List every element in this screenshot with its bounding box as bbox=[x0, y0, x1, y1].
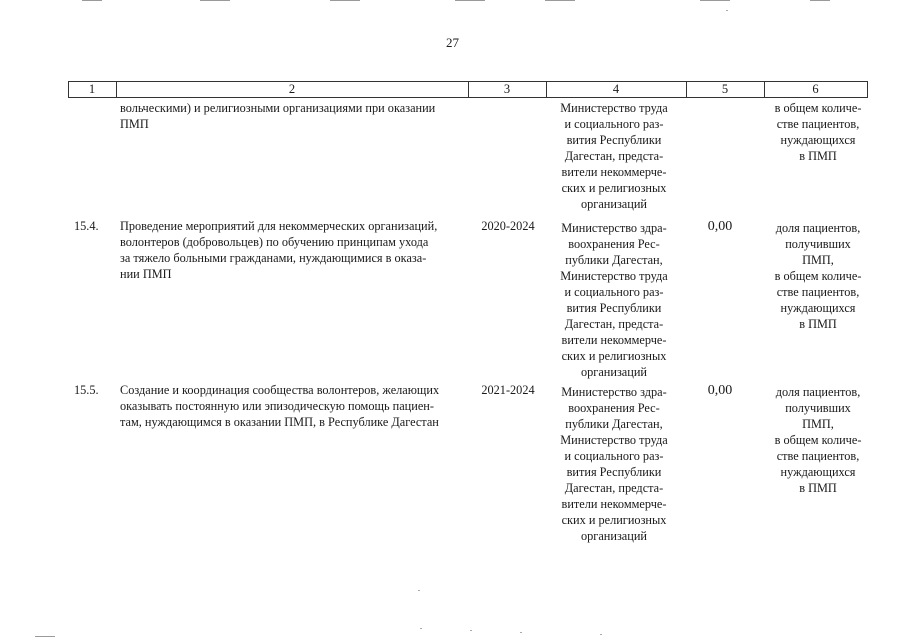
scan-artifact bbox=[810, 0, 830, 1]
row-number: 15.5. bbox=[74, 383, 99, 397]
scan-artifact bbox=[700, 0, 730, 1]
scan-artifact bbox=[330, 0, 360, 1]
page-number: 27 bbox=[446, 35, 459, 50]
scan-artifact bbox=[520, 632, 522, 633]
row-indicator: в общем количе- стве пациентов, нуждающихся в ПМП bbox=[774, 101, 862, 163]
scan-artifact bbox=[418, 590, 420, 591]
scan-artifact bbox=[82, 0, 102, 1]
scan-artifact bbox=[726, 10, 728, 11]
header-cell-5: 5 bbox=[721, 82, 729, 96]
row-amount: 0,00 bbox=[707, 383, 733, 398]
header-cell-6: 6 bbox=[812, 82, 819, 96]
row-description: вольческими) и религиозными организациями при оказании ПМП bbox=[120, 101, 436, 131]
row-executors: Министерство здра- воохранения Рес- публики Дагестан, Министерство труда и социального раз- вития Республики Дагестан, предста- вители некоммерче- ских и религиозных организаций bbox=[560, 385, 668, 543]
header-cell-4: 4 bbox=[612, 82, 620, 96]
header-divider bbox=[867, 81, 868, 97]
row-period: 2021-2024 bbox=[481, 383, 535, 397]
scan-artifact bbox=[455, 0, 485, 1]
scan-artifact bbox=[470, 630, 472, 631]
scan-artifact bbox=[200, 0, 230, 1]
row-description: Проведение мероприятий для некоммерческих организаций, волонтеров (добровольцев) по обучению принципам ухода за тяжело больными гражданами, нуждающимися в оказа- нии ПМП bbox=[120, 219, 438, 281]
header-cell-3: 3 bbox=[503, 82, 511, 96]
row-indicator: доля пациентов, получивших ПМП, в общем количе- стве пациентов, нуждающихся в ПМП bbox=[774, 221, 862, 331]
header-bottom-border bbox=[68, 97, 868, 98]
header-cell-2: 2 bbox=[288, 82, 296, 96]
scan-artifact bbox=[545, 0, 575, 1]
row-amount: 0,00 bbox=[707, 219, 733, 234]
header-cell-1: 1 bbox=[88, 82, 96, 96]
row-indicator: доля пациентов, получивших ПМП, в общем количе- стве пациентов, нуждающихся в ПМП bbox=[774, 385, 862, 495]
scan-artifact bbox=[420, 628, 422, 629]
scan-artifact bbox=[600, 634, 602, 635]
scan-artifact bbox=[35, 636, 55, 637]
row-number: 15.4. bbox=[74, 219, 99, 233]
row-description: Создание и координация сообщества волонтеров, желающих оказывать постоянную или эпизодическую помощь пациен- там, нуждающимся в оказании ПМП, в Республике Дагестан bbox=[120, 383, 440, 429]
row-executors: Министерство здра- воохранения Рес- публики Дагестан, Министерство труда и социального раз- вития Республики Дагестан, предста- вители некоммерче- ских и религиозных организаций bbox=[560, 221, 668, 379]
row-executors: Министерство труда и социального раз- вития Республики Дагестан, предста- вители некоммерче- ских и религиозных организаций bbox=[560, 101, 668, 211]
row-period: 2020-2024 bbox=[481, 219, 535, 233]
